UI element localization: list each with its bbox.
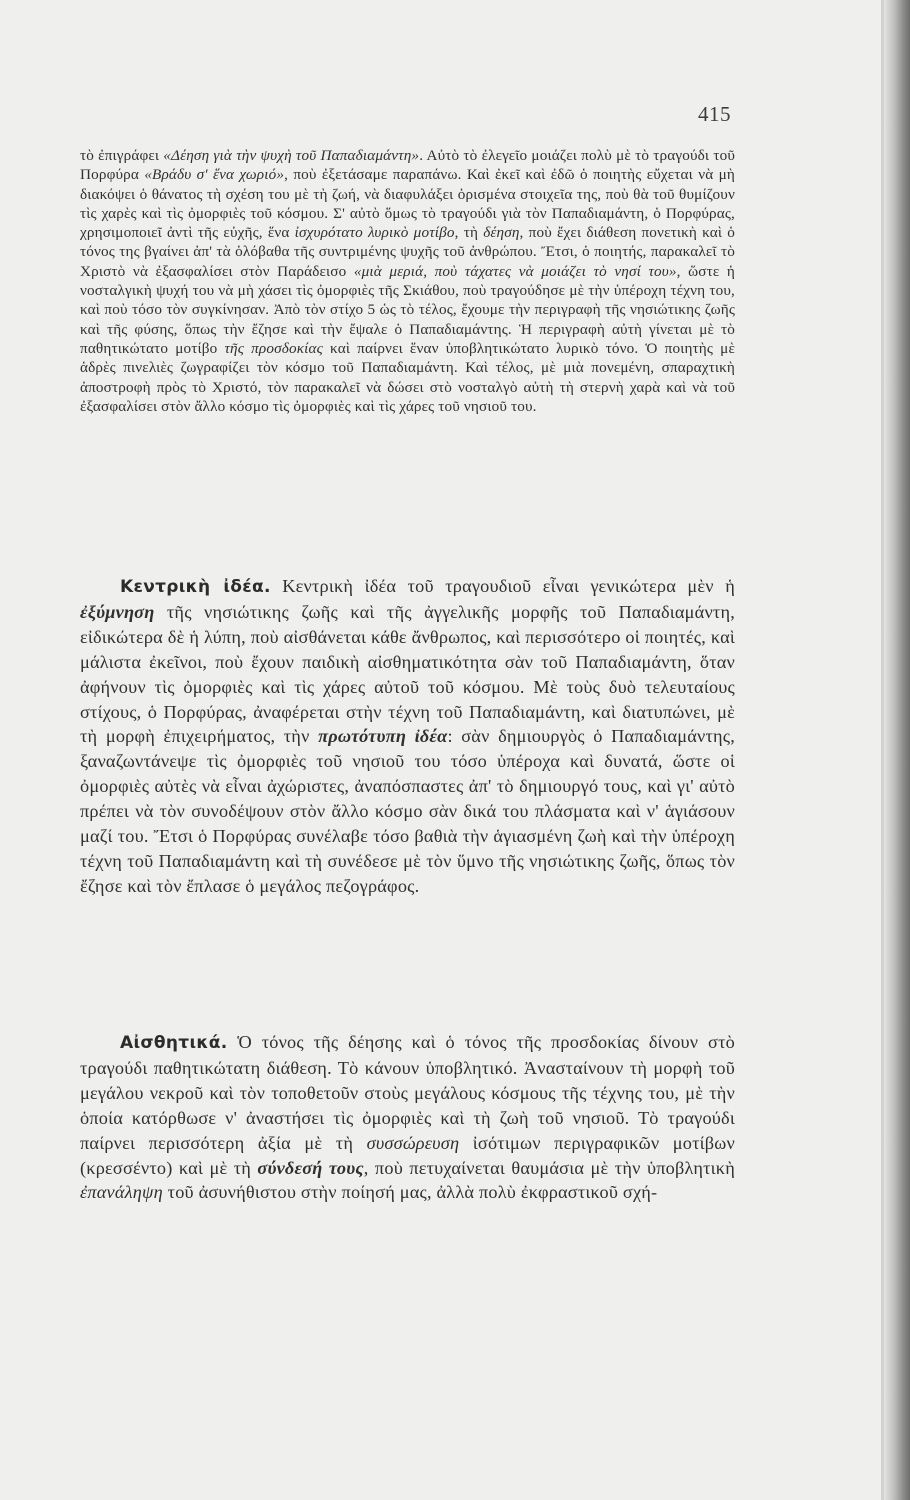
italic-term: τῆς προσδοκίας (224, 339, 323, 357)
emphasis-bold-italic: ἐξύμνηση (80, 601, 155, 622)
text-run: , ποὺ ἐξετάσαμε παραπάνω. Καὶ ἐκεῖ καὶ ἐδῶ ὁ ποιητὴς εὔχεται νὰ μὴ διακόψει ὁ θάνατος τὴ σχέση του μὲ τὴ ζωή, νὰ διαφυλάξει ὁρισμένα στοιχεῖα της, ποὺ θὰ τοῦ θυμίζουν τὶς χαρὲς καὶ τὶς ὀμορφιὲς τοῦ κόσμου. Σ' αὐτὸ ὅμως τὸ τραγούδι γιὰ τὸν Παπαδιαμάντη, ὁ Πορφύρας, χρησιμοποιεῖ ἀντὶ τῆς εὐχῆς, ἕνα (80, 166, 735, 242)
text-run: , ποὺ ἔχει διάθεση πονετικὴ καὶ ὁ τόνος της βγαίνει ἀπ' τὰ ὁλόβαθα τῆς συντριμένης ψυχῆς τοῦ ἀνθρώπου. Ἔτσι, ὁ ποιητής, παρακαλεῖ τὸ Χριστὸ νὰ ἐξασφαλίσει στὸν Παράδεισο (80, 224, 736, 280)
text-run: : σὰν δημιουργὸς ὁ Παπαδιαμάντης, ξαναζωντάνεψε τὶς ὀμορφιὲς τοῦ νησιοῦ του τόσο ὑπέροχα καὶ δυνατά, ὥστε οἱ ὀμορφιὲς αὐτὲς νὰ εἶναι ἀχώριστες, ἀναπόσπαστες ἀπ' τὸ δημιουργό τους, καὶ γι' αὐτὸ πρέπει νὰ τὸν συνοδέψουν στὸν ἄλλο κόσμο σὰν δικά του πλάσματα καὶ ν' ἁγιάσουν μαζί του. Ἔτσι ὁ Πορφύρας συνέλαβε τόσο βαθιὰ τὴν ἁγιασμένη ζωὴ καὶ τὴν ὑπέροχη τέχνη τοῦ Παπαδιαμάντη καὶ τὴ συνέδεσε μὲ τὸν ὕμνο τῆς νησιώτικης ζωῆς, ὅπως τὸν ἔζησε καὶ τὸν ἔπλασε ὁ μεγάλος πεζογράφος. (80, 726, 735, 896)
text-run: Κεντρικὴ ἰδέα τοῦ τραγουδιοῦ εἶναι γενικώτερα μὲν ἡ (270, 576, 735, 596)
text-run: , τὴ (454, 224, 484, 242)
text-run: . Αὐτὸ τὸ ἐλεγεῖο μοιάζει πολὺ μὲ τὸ τραγούδι τοῦ Πορφύρα (80, 147, 735, 184)
italic-term: ἐπανάληψη (80, 1182, 163, 1203)
text-run: καὶ παίρνει ἕναν ὑποβλητικώτατο λυρικὸ τόνο. Ὁ ποιητὴς μὲ ἁδρὲς πινελιὲς ζωγραφίζει τὸν κόσμο τοῦ Παπαδιαμάντη. Καὶ τέλος, μὲ μιὰ πονεμένη, σπαραχτικὴ ἀποστροφὴ πρὸς τὸ Χριστό, τὸν παρακαλεῖ νὰ δώσει στὸ νοσταλγὸ αὐτὴ τὴ στερνὴ χαρὰ καὶ νὰ τοῦ ἐξασφαλίσει στὸν ἄλλο κόσμο τὶς ὀμορφιὲς καὶ τὶς χάρες τοῦ νησιοῦ του. (80, 339, 735, 415)
poem-title-italic: «Βράδυ σ' ἕνα χωριό» (144, 166, 285, 184)
italic-term: συσσώρευση (366, 1132, 460, 1153)
paragraph-central-idea (80, 574, 735, 899)
paragraph-intro (80, 146, 735, 416)
paragraph-aesthetics (80, 1030, 735, 1205)
poem-title-italic: «Δέηση γιὰ τὴν ψυχὴ τοῦ Παπαδιαμάντη» (163, 147, 420, 164)
book-binding-shadow (884, 0, 910, 1500)
emphasis-bold-italic: σύνδεσή τους (257, 1157, 364, 1178)
emphasis-bold-italic: πρωτότυπη ἰδέα (318, 726, 448, 747)
section-heading-central-idea: Κεντρικὴ ἰδέα. (120, 577, 271, 597)
paragraph-text (80, 146, 735, 416)
italic-term: δέηση (483, 224, 520, 242)
text-run: , ὥστε ἡ νοσταλγικὴ ψυχή του νὰ μὴ χάσει τὶς ὀμορφιὲς τῆς Σκιάθου, ποὺ τραγούδησε μὲ τὴν ὑπέροχη τέχνη του, καὶ ποὺ τόσο τὸν συγκίνησαν. Ἀπὸ τὸν στίχο 5 ὡς τὸ τέλος, ἔχουμε τὴν περιγραφὴ τῆς νησιώτικης ζωῆς καὶ τῆς φύσης, ὅπως τὴν ἔζησε καὶ τὴν ἔψαλε ὁ Παπαδιαμάντης. Ἡ περιγραφὴ αὐτὴ γίνεται μὲ τὸ παθητικώτατο μοτίβο (80, 262, 735, 357)
paragraph-text (80, 574, 735, 899)
quoted-verse-italic: «μιὰ μεριά, ποὺ τάχατες νὰ μοιάζει τὸ νησί του» (353, 262, 677, 280)
text-run: , ποὺ πετυχαίνεται θαυμάσια μὲ τὴν ὑποβλητικὴ (363, 1157, 735, 1178)
text-run: τοῦ ἀσυνήθιστου στὴν ποίησή μας, ἀλλὰ πολὺ ἐκφραστικοῦ σχή- (162, 1182, 658, 1203)
text-run: Ὁ τόνος τῆς δέησης καὶ ὁ τόνος τῆς προσδοκίας δίνουν στὸ τραγούδι παθητικώτατη διάθεση. Τὸ κάνουν ὑποβλητικό. Ἀνασταίνουν τὴ μορφὴ τοῦ μεγάλου νεκροῦ καὶ τὸν τοποθετοῦν στοὺς μεγάλους κόσμους τῆς τέχνης του, μὲ τὴν ὁποία κατόρθωσε ν' ἀναστήσει τὶς ὀμορφιὲς καὶ τὴ ζωὴ τοῦ νησιοῦ. Τὸ τραγούδι παίρνει περισσότερη ἀξία μὲ τὴ (80, 1032, 735, 1153)
text-run: τὸ ἐπιγράφει (80, 147, 164, 164)
page-number: 415 (698, 102, 731, 126)
italic-term: ἰσχυρότατο λυρικὸ μοτίβο (294, 224, 455, 242)
section-heading-aesthetics: Αἰσθητικά. (120, 1033, 228, 1053)
text-run: τῆς νησιώτικης ζωῆς καὶ τῆς ἀγγελικῆς μορφῆς τοῦ Παπαδιαμάντη, εἰδικώτερα δὲ ἡ λύπη, ποὺ αἰσθάνεται κάθε ἄνθρωπος, καὶ περισσότερο οἱ ποιητές, καὶ μάλιστα ἐκεῖνοι, ποὺ ἔχουν παιδικὴ αἰσθηματικότητα σὰν τοῦ Παπαδιαμάντη, ὅταν ἀφήνουν τὶς ὀμορφιὲς καὶ τὶς χάρες αὐτοῦ τοῦ κόσμου. Μὲ τοὺς δυὸ τελευταίους στίχους, ὁ Πορφύρας, ἀναφέρεται στὴν τέχνη τοῦ Παπαδιαμάντη, καὶ διατυπώνει, μὲ τὴ μορφὴ ἐπιχειρήματος, τὴν (80, 601, 735, 747)
paragraph-text (80, 1030, 735, 1205)
text-run: ἰσότιμων περιγραφικῶν μοτίβων (κρεσσέντο) καὶ μὲ τὴ (80, 1132, 736, 1178)
